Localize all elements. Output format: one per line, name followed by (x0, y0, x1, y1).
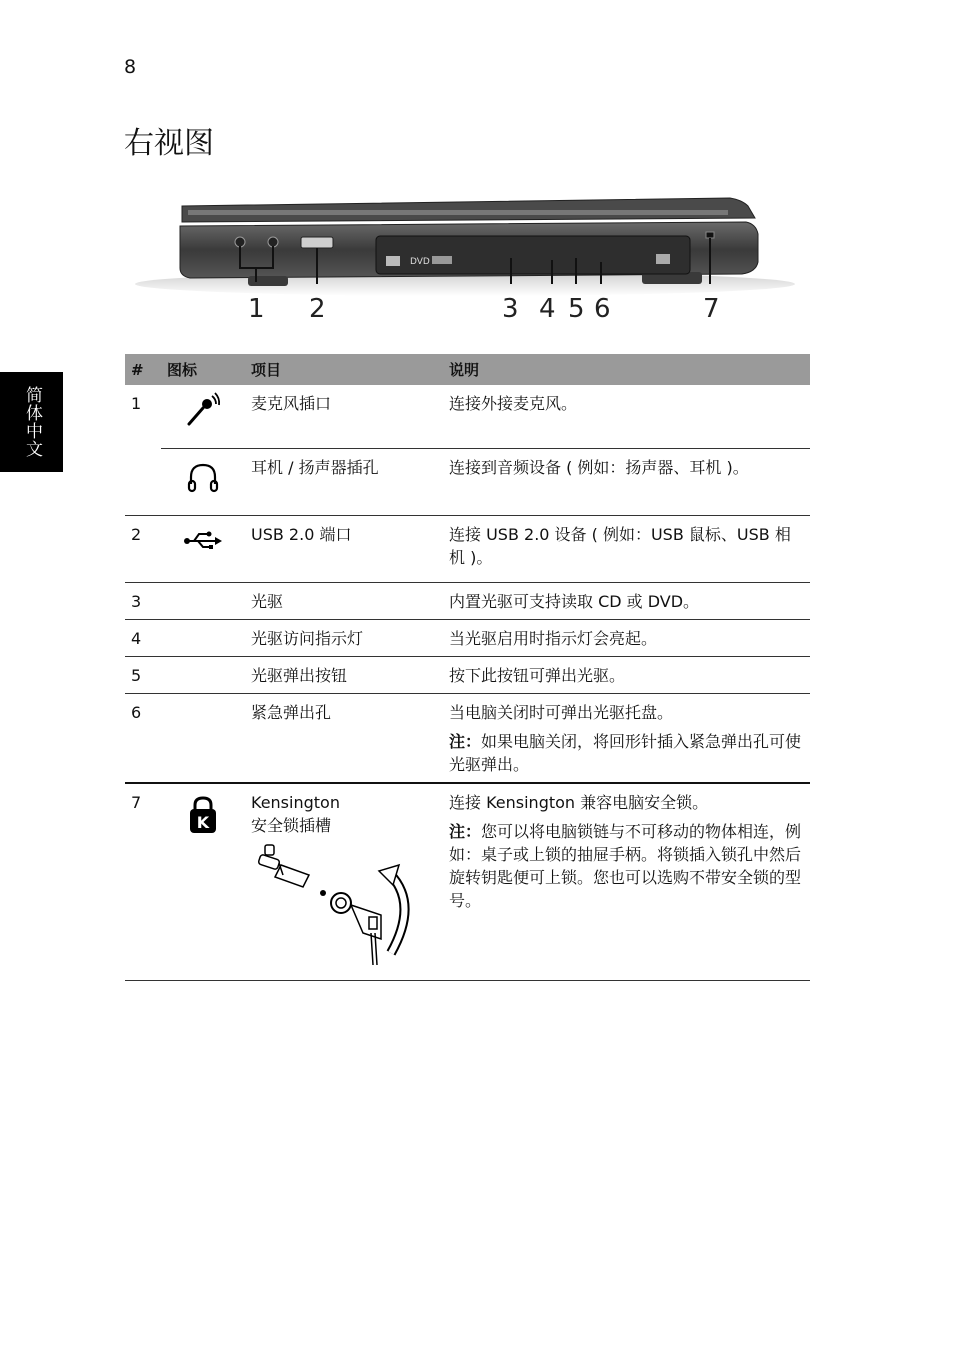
callout-5: 5 (568, 294, 585, 324)
kensington-lock-illustration (251, 843, 421, 968)
callout-7: 7 (703, 294, 720, 324)
headphones-icon (186, 462, 220, 494)
usb-icon (183, 529, 223, 551)
table-row (125, 582, 810, 619)
language-tab-label: 简体中文 (22, 386, 42, 458)
table-row (125, 448, 810, 515)
row-description: 连接外接麦克风。 (449, 394, 578, 413)
row-number: 7 (125, 783, 161, 981)
language-tab (0, 372, 63, 472)
row-number: 4 (125, 619, 161, 656)
ports-table (125, 354, 810, 981)
row-item: Kensington (251, 792, 340, 812)
note-label: 注： (449, 731, 482, 751)
table-row (125, 783, 810, 981)
row-description: 连接 USB 2.0 设备 ( 例如：USB 鼠标、USB 相机 )。 (443, 515, 810, 582)
microphone-icon (185, 392, 221, 428)
row-item: 光驱弹出按钮 (245, 656, 443, 693)
row-description: 内置光驱可支持读取 CD 或 DVD。 (443, 582, 810, 619)
row-note (449, 820, 804, 912)
row-description: 连接到音频设备 ( 例如：扬声器、耳机 )。 (443, 448, 810, 515)
row-number: 6 (125, 693, 161, 783)
callout-6: 6 (594, 294, 611, 324)
row-item: 紧急弹出孔 (245, 693, 443, 783)
callout-2: 2 (309, 294, 326, 324)
row-note (449, 730, 804, 776)
callout-3: 3 (502, 294, 519, 324)
dvd-logo-text: DVD (410, 257, 430, 267)
row-item: 麦克风插口 (251, 394, 332, 413)
table-row (125, 385, 810, 448)
table-row (125, 619, 810, 656)
header-item: 项目 (245, 354, 443, 385)
row-number: 3 (125, 582, 161, 619)
row-description: 按下此按钮可弹出光驱。 (443, 656, 810, 693)
callout-1: 1 (248, 294, 265, 324)
header-description: 说明 (443, 354, 810, 385)
row-number: 2 (125, 515, 161, 582)
page-number: 8 (124, 56, 137, 78)
table-row (125, 515, 810, 582)
page-title: 右视图 (124, 126, 214, 161)
callout-4: 4 (539, 294, 556, 324)
note-text: 您可以将电脑锁链与不可移动的物体相连，例如：桌子或上锁的抽屉手柄。将锁插入锁孔中然后旋转钥匙便可上锁。您也可以选购不带安全锁的型号。 (449, 821, 802, 910)
svg-text:K: K (196, 812, 210, 832)
row-item-line2: 安全锁插槽 (251, 815, 332, 835)
note-text: 如果电脑关闭，将回形针插入紧急弹出孔可使光驱弹出。 (449, 731, 802, 774)
row-description: 当光驱启用时指示灯会亮起。 (443, 619, 810, 656)
row-number: 5 (125, 656, 161, 693)
row-item: 耳机 / 扬声器插孔 (245, 448, 443, 515)
note-label: 注： (449, 821, 482, 841)
row-number (125, 448, 161, 515)
row-item: USB 2.0 端口 (245, 515, 443, 582)
table-row (125, 656, 810, 693)
header-number: # (125, 354, 161, 385)
kensington-lock-icon (188, 796, 218, 834)
row-description: 连接 Kensington 兼容电脑安全锁。 (449, 792, 709, 812)
table-row (125, 693, 810, 783)
row-item: 光驱访问指示灯 (245, 619, 443, 656)
header-icon: 图标 (161, 354, 245, 385)
row-description: 当电脑关闭时可弹出光驱托盘。 (449, 702, 674, 722)
row-item: 光驱 (245, 582, 443, 619)
row-number: 1 (131, 394, 142, 413)
table-header-row (125, 354, 810, 385)
